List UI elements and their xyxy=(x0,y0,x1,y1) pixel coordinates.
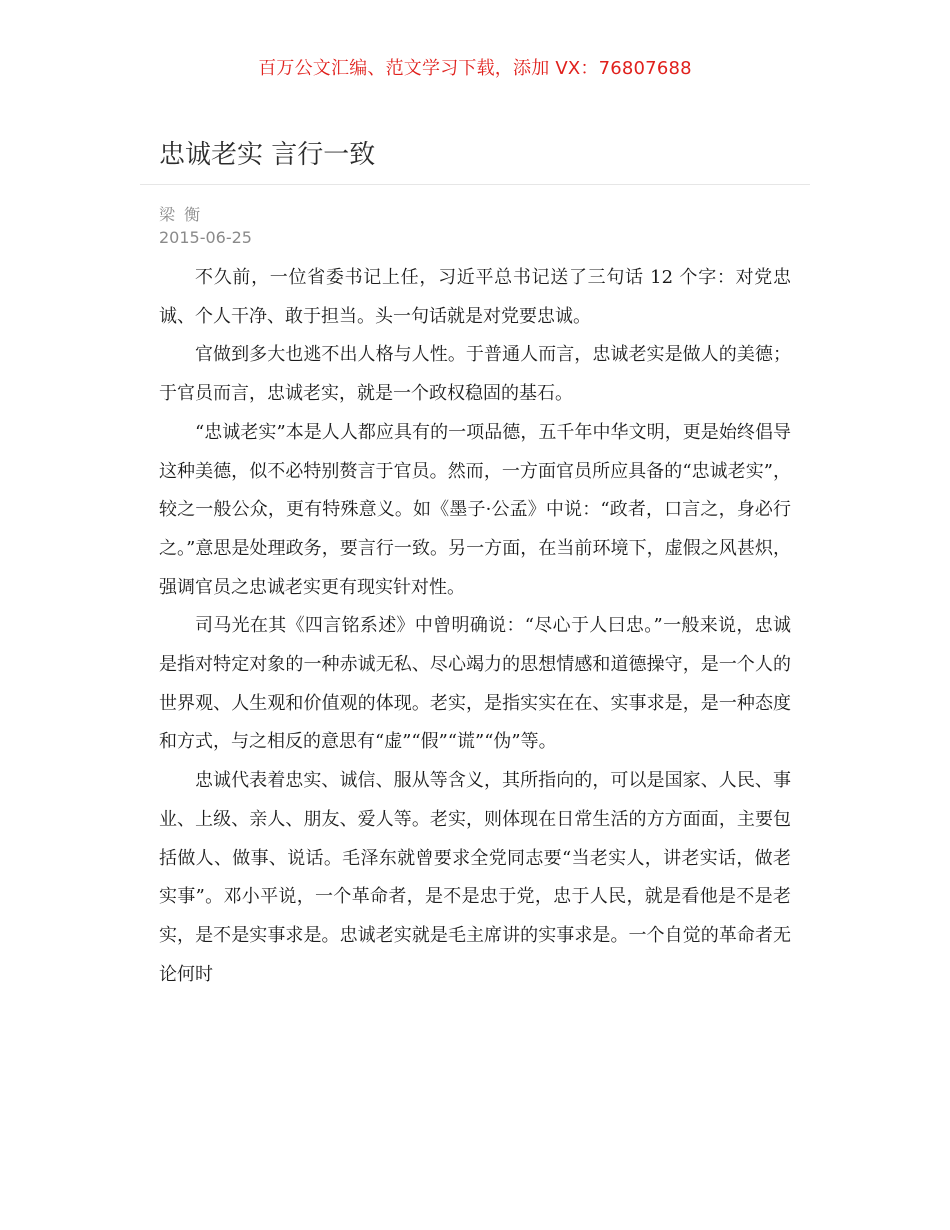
paragraph: 司马光在其《四言铭系述》中曾明确说：“尽心于人曰忠。”一般来说，忠诚是指对特定对象的一种赤诚无私、尽心竭力的思想情感和道德操守，是一个人的世界观、人生观和价值观的体现。老实，是指实实在在、实事求是，是一种态度和方式，与之相反的意思有“虚”“假”“谎”“伪”等。 xyxy=(159,615,791,753)
article-body xyxy=(159,259,791,994)
paragraph: 忠诚代表着忠实、诚信、服从等含义，其所指向的，可以是国家、人民、事业、上级、亲人、朋友、爱人等。老实，则体现在日常生活的方方面面，主要包括做人、做事、说话。毛泽东就曾要求全党同志要“当老实人，讲老实话，做老实事”。邓小平说，一个革命者，是不是忠于党，忠于人民，就是看他是不是老实，是不是实事求是。忠诚老实就是毛主席讲的实事求是。一个自觉的革命者无论何时 xyxy=(159,770,791,985)
paragraph: 不久前，一位省委书记上任，习近平总书记送了三句话 12 个字：对党忠诚、个人干净、敢于担当。头一句话就是对党要忠诚。 xyxy=(159,267,791,327)
paragraph: “忠诚老实”本是人人都应具有的一项品德，五千年中华文明，更是始终倡导这种美德，似不必特别赘言于官员。然而，一方面官员所应具备的“忠诚老实”，较之一般公众，更有特殊意义。如《墨子·公孟》中说：“政者，口言之，身必行之。”意思是处理政务，要言行一致。另一方面，在当前环境下，虚假之风甚炽，强调官员之忠诚老实更有现实针对性。 xyxy=(159,421,791,598)
promo-banner: 百万公文汇编、范文学习下载，添加 VX：76807688 xyxy=(258,58,692,79)
article-title: 忠诚老实 言行一致 xyxy=(159,140,376,170)
article-author: 梁 衡 xyxy=(159,205,203,224)
paragraph: 官做到多大也逃不出人格与人性。于普通人而言，忠诚老实是做人的美德；于官员而言，忠诚老实，就是一个政权稳固的基石。 xyxy=(159,344,791,405)
article-date: 2015-06-25 xyxy=(159,228,252,247)
title-divider xyxy=(140,184,810,185)
